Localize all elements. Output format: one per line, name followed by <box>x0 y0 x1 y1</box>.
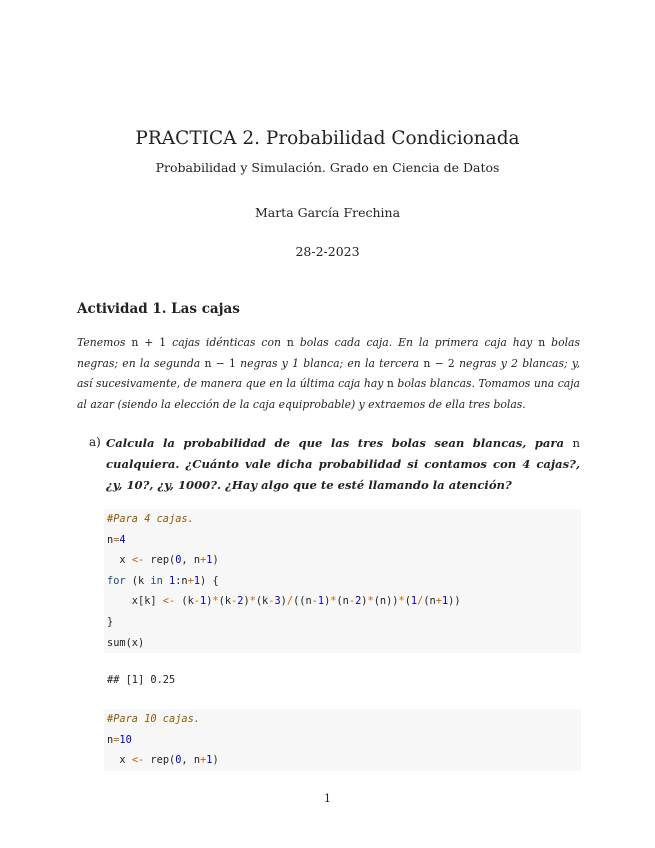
question-text: Calcula la probabilidad de que las tres bolas sean blancas, para n cualquiera. ¿Cuánto vale dicha probabilidad si contamos con 4 cajas?, ¿y, 10?, ¿y, 1000?. ¿Hay algo que te esté llamando la atención? <box>106 436 580 492</box>
code-line: x <- rep(0, n+1) <box>107 754 219 767</box>
code-line: for (k in 1:n+1) { <box>107 574 219 587</box>
question-label: a) <box>89 435 101 449</box>
code-output: ## [1] 0.25 <box>107 674 176 686</box>
section-heading: Actividad 1. Las cajas <box>77 301 240 317</box>
code-line: x[k] <- (k-1)*(k-2)*(k-3)/((n-1)*(n-2)*(n))*(1/(n+1)) <box>107 595 461 608</box>
code-line: n=10 <box>107 733 132 746</box>
document-title: PRACTICA 2. Probabilidad Condicionada <box>135 128 520 149</box>
page-number: 1 <box>324 792 331 805</box>
code-line: x <- rep(0, n+1) <box>107 554 219 567</box>
code-line: } <box>107 615 114 628</box>
code-block-2 <box>104 709 581 771</box>
code-line: #Para 4 cajas. <box>107 513 194 525</box>
code-line: #Para 10 cajas. <box>107 713 200 725</box>
date: 28-2-2023 <box>295 244 360 259</box>
activity-paragraph: Tenemos n + 1 cajas idénticas con n bolas cada caja. En la primera caja hay n bolas negras; en la segunda n − 1 negras y 1 blanca; en la tercera n − 2 negras y 2 blancas; y, así sucesivamente, de manera que en la última caja hay n bolas blancas. Tomamos una caja al azar (siendo la elección de la caja equiprobable) y extraemos de ella tres bolas. <box>77 336 581 411</box>
code-line: n=4 <box>107 533 126 546</box>
author: Marta García Frechina <box>254 205 401 220</box>
code-line: sum(x) <box>107 636 145 649</box>
code-block-1 <box>104 509 581 653</box>
document-subtitle: Probabilidad y Simulación. Grado en Ciencia de Datos <box>155 160 500 175</box>
